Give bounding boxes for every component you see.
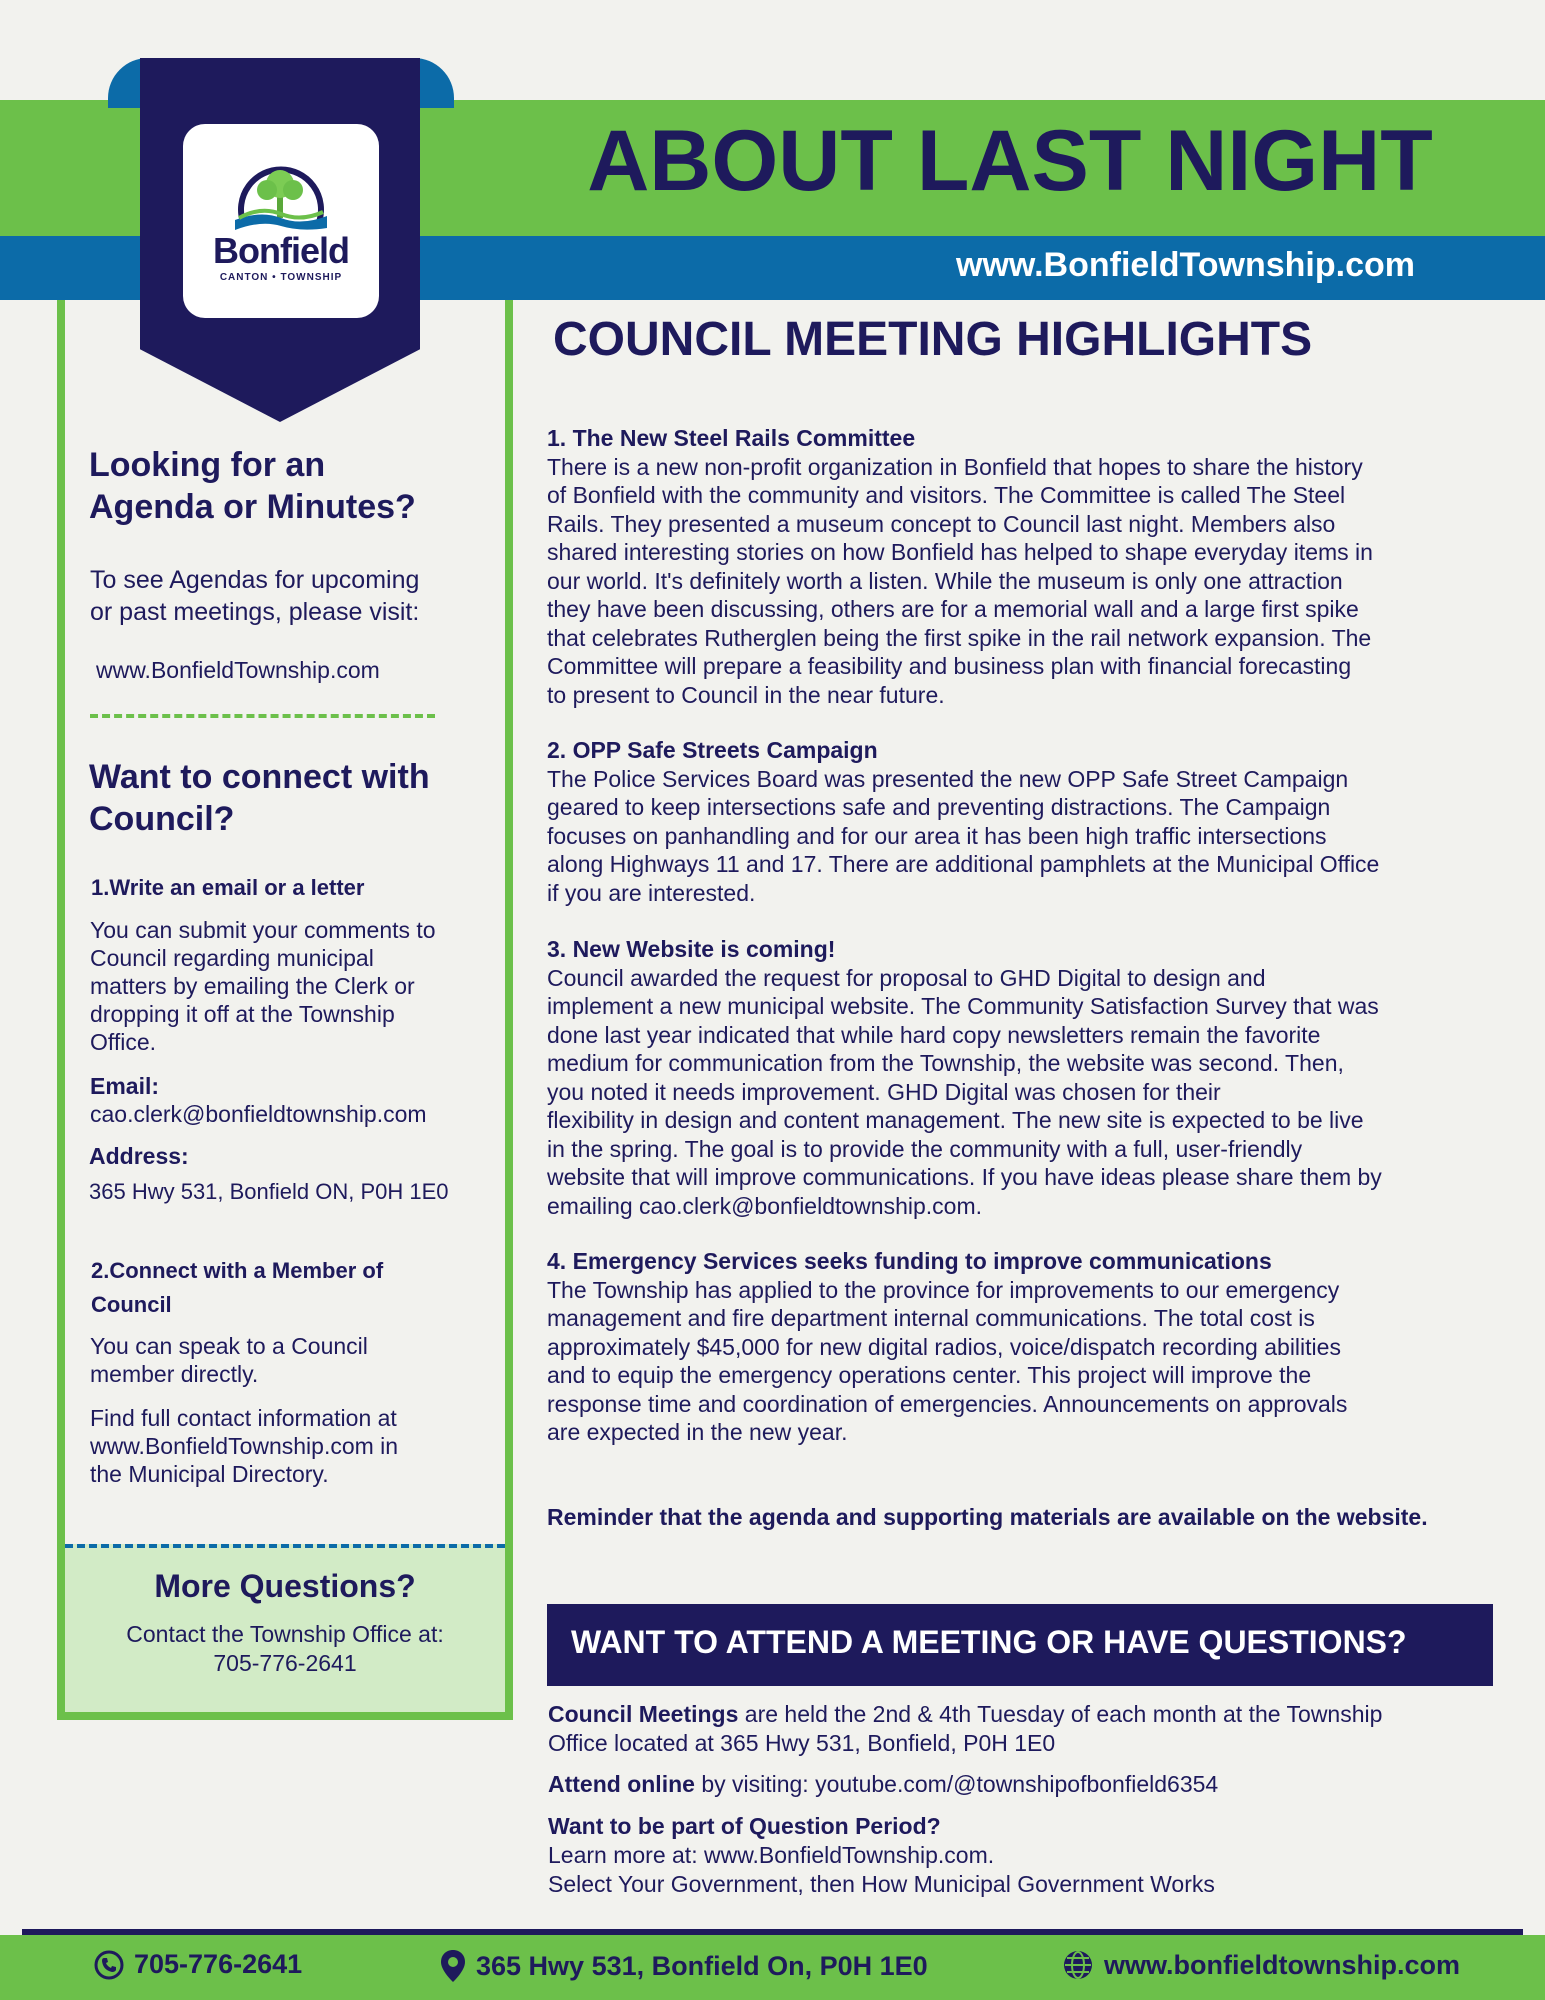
highlight-line: of Bonfield with the community and visitors. The Committee is called The Steel [547, 482, 1346, 508]
agenda-text-line-1: To see Agendas for upcoming [90, 566, 420, 594]
highlight-item-title: 3. New Website is coming! [547, 936, 836, 962]
highlight-item-title: 4. Emergency Services seeks funding to improve communications [547, 1248, 1272, 1274]
highlight-line: along Highways 11 and 17. There are additional pamphlets at the Municipal Office [547, 851, 1380, 877]
tree-logo-icon [231, 160, 331, 232]
email-link[interactable]: cao.clerk@bonfieldtownship.com [90, 1101, 427, 1127]
member-text-line-2: member directly. [90, 1361, 259, 1387]
highlight-line: if you are interested. [547, 879, 756, 906]
highlight-item-2 [547, 736, 1477, 907]
highlight-line: to present to Council in the near future. [547, 681, 945, 708]
address-label: Address: [89, 1143, 189, 1169]
write-text-line-4: dropping it off at the Township [90, 1001, 395, 1027]
more-questions-box [65, 1544, 505, 1712]
highlight-line: in the spring. The goal is to provide the community with a full, user-friendly [547, 1135, 1303, 1162]
highlight-item-4 [547, 1247, 1477, 1447]
highlight-line: The Police Services Board was presented the new OPP Safe Street Campaign [547, 765, 1349, 792]
member-heading-line-1: 2.Connect with a Member of [91, 1258, 384, 1283]
highlight-line: Council awarded the request for proposal to GHD Digital to design and [547, 964, 1266, 991]
find-text-line-2: www.BonfieldTownship.com in [90, 1433, 399, 1459]
township-logo [183, 124, 379, 318]
council-meetings-text-2: Office located at 365 Hwy 531, Bonfield, P0H 1E0 [548, 1730, 1056, 1756]
council-meetings-info [548, 1700, 1488, 1729]
phone-icon [94, 1950, 124, 1980]
agenda-heading-line-1: Looking for an [89, 446, 326, 484]
page-title: ABOUT LAST NIGHT [587, 113, 1433, 209]
council-meetings-text-1: are held the 2nd & 4th Tuesday of each month at the Township [738, 1701, 1383, 1727]
attend-online-info [548, 1770, 1488, 1799]
highlight-line: flexibility in design and content management. The new site is expected to be live [547, 1107, 1364, 1133]
logo-subtitle: CANTON • TOWNSHIP [219, 272, 343, 283]
address-value: 365 Hwy 531, Bonfield ON, P0H 1E0 [89, 1179, 449, 1204]
write-text-line-3: matters by emailing the Clerk or [90, 973, 415, 999]
footer-address[interactable] [440, 1949, 928, 1983]
question-period-heading: Want to be part of Question Period? [548, 1813, 941, 1839]
highlight-line: management and fire department internal communications. The total cost is [547, 1305, 1315, 1331]
highlight-line: focuses on panhandling and for our area it has been high traffic intersections [547, 822, 1327, 849]
highlight-item-title: 2. OPP Safe Streets Campaign [547, 737, 878, 763]
find-text-line-3: the Municipal Directory. [90, 1461, 329, 1487]
footer-phone[interactable] [94, 1949, 302, 1980]
highlight-line: The Township has applied to the province for improvements to our emergency [547, 1276, 1340, 1303]
council-meetings-label: Council Meetings [548, 1701, 739, 1727]
member-text-line-1: You can speak to a Council [90, 1333, 368, 1359]
highlight-line: website that will improve communications. If you have ideas please share them by [547, 1164, 1382, 1190]
more-questions-divider [65, 1544, 505, 1548]
sidebar-divider [90, 714, 435, 718]
highlight-line: they have been discussing, others are for a memorial wall and a large first spike [547, 596, 1359, 622]
highlight-line: shared interesting stories on how Bonfield has helped to shape everyday items in [547, 539, 1373, 565]
highlight-line: our world. It's definitely worth a listen. While the museum is only one attraction [547, 567, 1343, 594]
highlight-item-3 [547, 935, 1477, 1220]
question-period-link[interactable]: Learn more at: www.BonfieldTownship.com. [548, 1842, 995, 1868]
highlight-line: you noted it needs improvement. GHD Digital was chosen for their [547, 1078, 1221, 1105]
highlights-title: COUNCIL MEETING HIGHLIGHTS [553, 313, 1313, 366]
more-questions-text [65, 1620, 505, 1678]
highlight-item-1 [547, 424, 1477, 709]
highlight-line: are expected in the new year. [547, 1419, 848, 1445]
attend-banner-text: WANT TO ATTEND A MEETING OR HAVE QUESTIONS? [571, 1624, 1407, 1660]
highlight-item-title: 1. The New Steel Rails Committee [547, 425, 916, 451]
footer-website-text: www.bonfieldtownship.com [1104, 1949, 1460, 1980]
highlight-line: emailing cao.clerk@bonfieldtownship.com. [547, 1192, 983, 1219]
email-label: Email: [90, 1073, 160, 1099]
highlight-line: approximately $45,000 for new digital radios, voice/dispatch recording abilities [547, 1333, 1341, 1360]
globe-icon [1062, 1949, 1094, 1981]
highlight-line: Committee will prepare a feasibility and business plan with financial forecasting [547, 653, 1352, 679]
write-text-line-2: Council regarding municipal [90, 945, 374, 971]
highlight-line: medium for communication from the Township, the website was second. Then, [547, 1050, 1344, 1076]
location-pin-icon [440, 1949, 466, 1983]
highlight-line: and to equip the emergency operations center. This project will improve the [547, 1362, 1312, 1388]
footer-bar [0, 1935, 1545, 2000]
attend-online-link[interactable]: by visiting: youtube.com/@townshipofbonfield6354 [694, 1771, 1219, 1797]
footer-website[interactable] [1062, 1949, 1460, 1981]
attend-online-label: Attend online [548, 1771, 695, 1797]
attend-banner [547, 1604, 1493, 1686]
agenda-text-line-2: or past meetings, please visit: [90, 598, 420, 626]
question-period-instructions: Select Your Government, then How Municipal Government Works [548, 1871, 1215, 1897]
highlight-line: implement a new municipal website. The Community Satisfaction Survey that was [547, 993, 1379, 1019]
highlight-line: geared to keep intersections safe and preventing distractions. The Campaign [547, 794, 1331, 820]
agenda-website-link[interactable]: www.BonfieldTownship.com [96, 657, 380, 683]
footer-address-text: 365 Hwy 531, Bonfield On, P0H 1E0 [476, 1950, 928, 1981]
highlight-line: There is a new non-profit organization in Bonfield that hopes to share the history [547, 453, 1363, 480]
footer-phone-text: 705-776-2641 [134, 1949, 303, 1979]
write-heading: 1.Write an email or a letter [91, 875, 365, 900]
more-questions-line-1: Contact the Township Office at: [126, 1621, 444, 1647]
highlight-line: Rails. They presented a museum concept to Council last night. Members also [547, 510, 1336, 537]
agenda-heading-line-2: Agenda or Minutes? [89, 488, 416, 526]
member-heading-line-2: Council [91, 1292, 172, 1317]
logo-name: Bonfield [213, 230, 349, 271]
write-text-line-5: Office. [90, 1029, 157, 1055]
find-text-line-1: Find full contact information at [90, 1405, 397, 1431]
connect-heading-line-1: Want to connect with [89, 758, 430, 796]
more-questions-phone: 705-776-2641 [213, 1650, 357, 1676]
connect-heading-line-2: Council? [89, 800, 235, 838]
highlight-line: that celebrates Rutherglen being the first spike in the rail network expansion. The [547, 624, 1372, 651]
highlight-line: done last year indicated that while hard copy newsletters remain the favorite [547, 1021, 1321, 1048]
highlight-line: response time and coordination of emergencies. Announcements on approvals [547, 1390, 1348, 1417]
reminder-text: Reminder that the agenda and supporting materials are available on the website. [547, 1504, 1428, 1530]
header-website-link[interactable]: www.BonfieldTownship.com [956, 246, 1415, 284]
write-text-line-1: You can submit your comments to [90, 917, 436, 943]
more-questions-title: More Questions? [154, 1568, 416, 1604]
